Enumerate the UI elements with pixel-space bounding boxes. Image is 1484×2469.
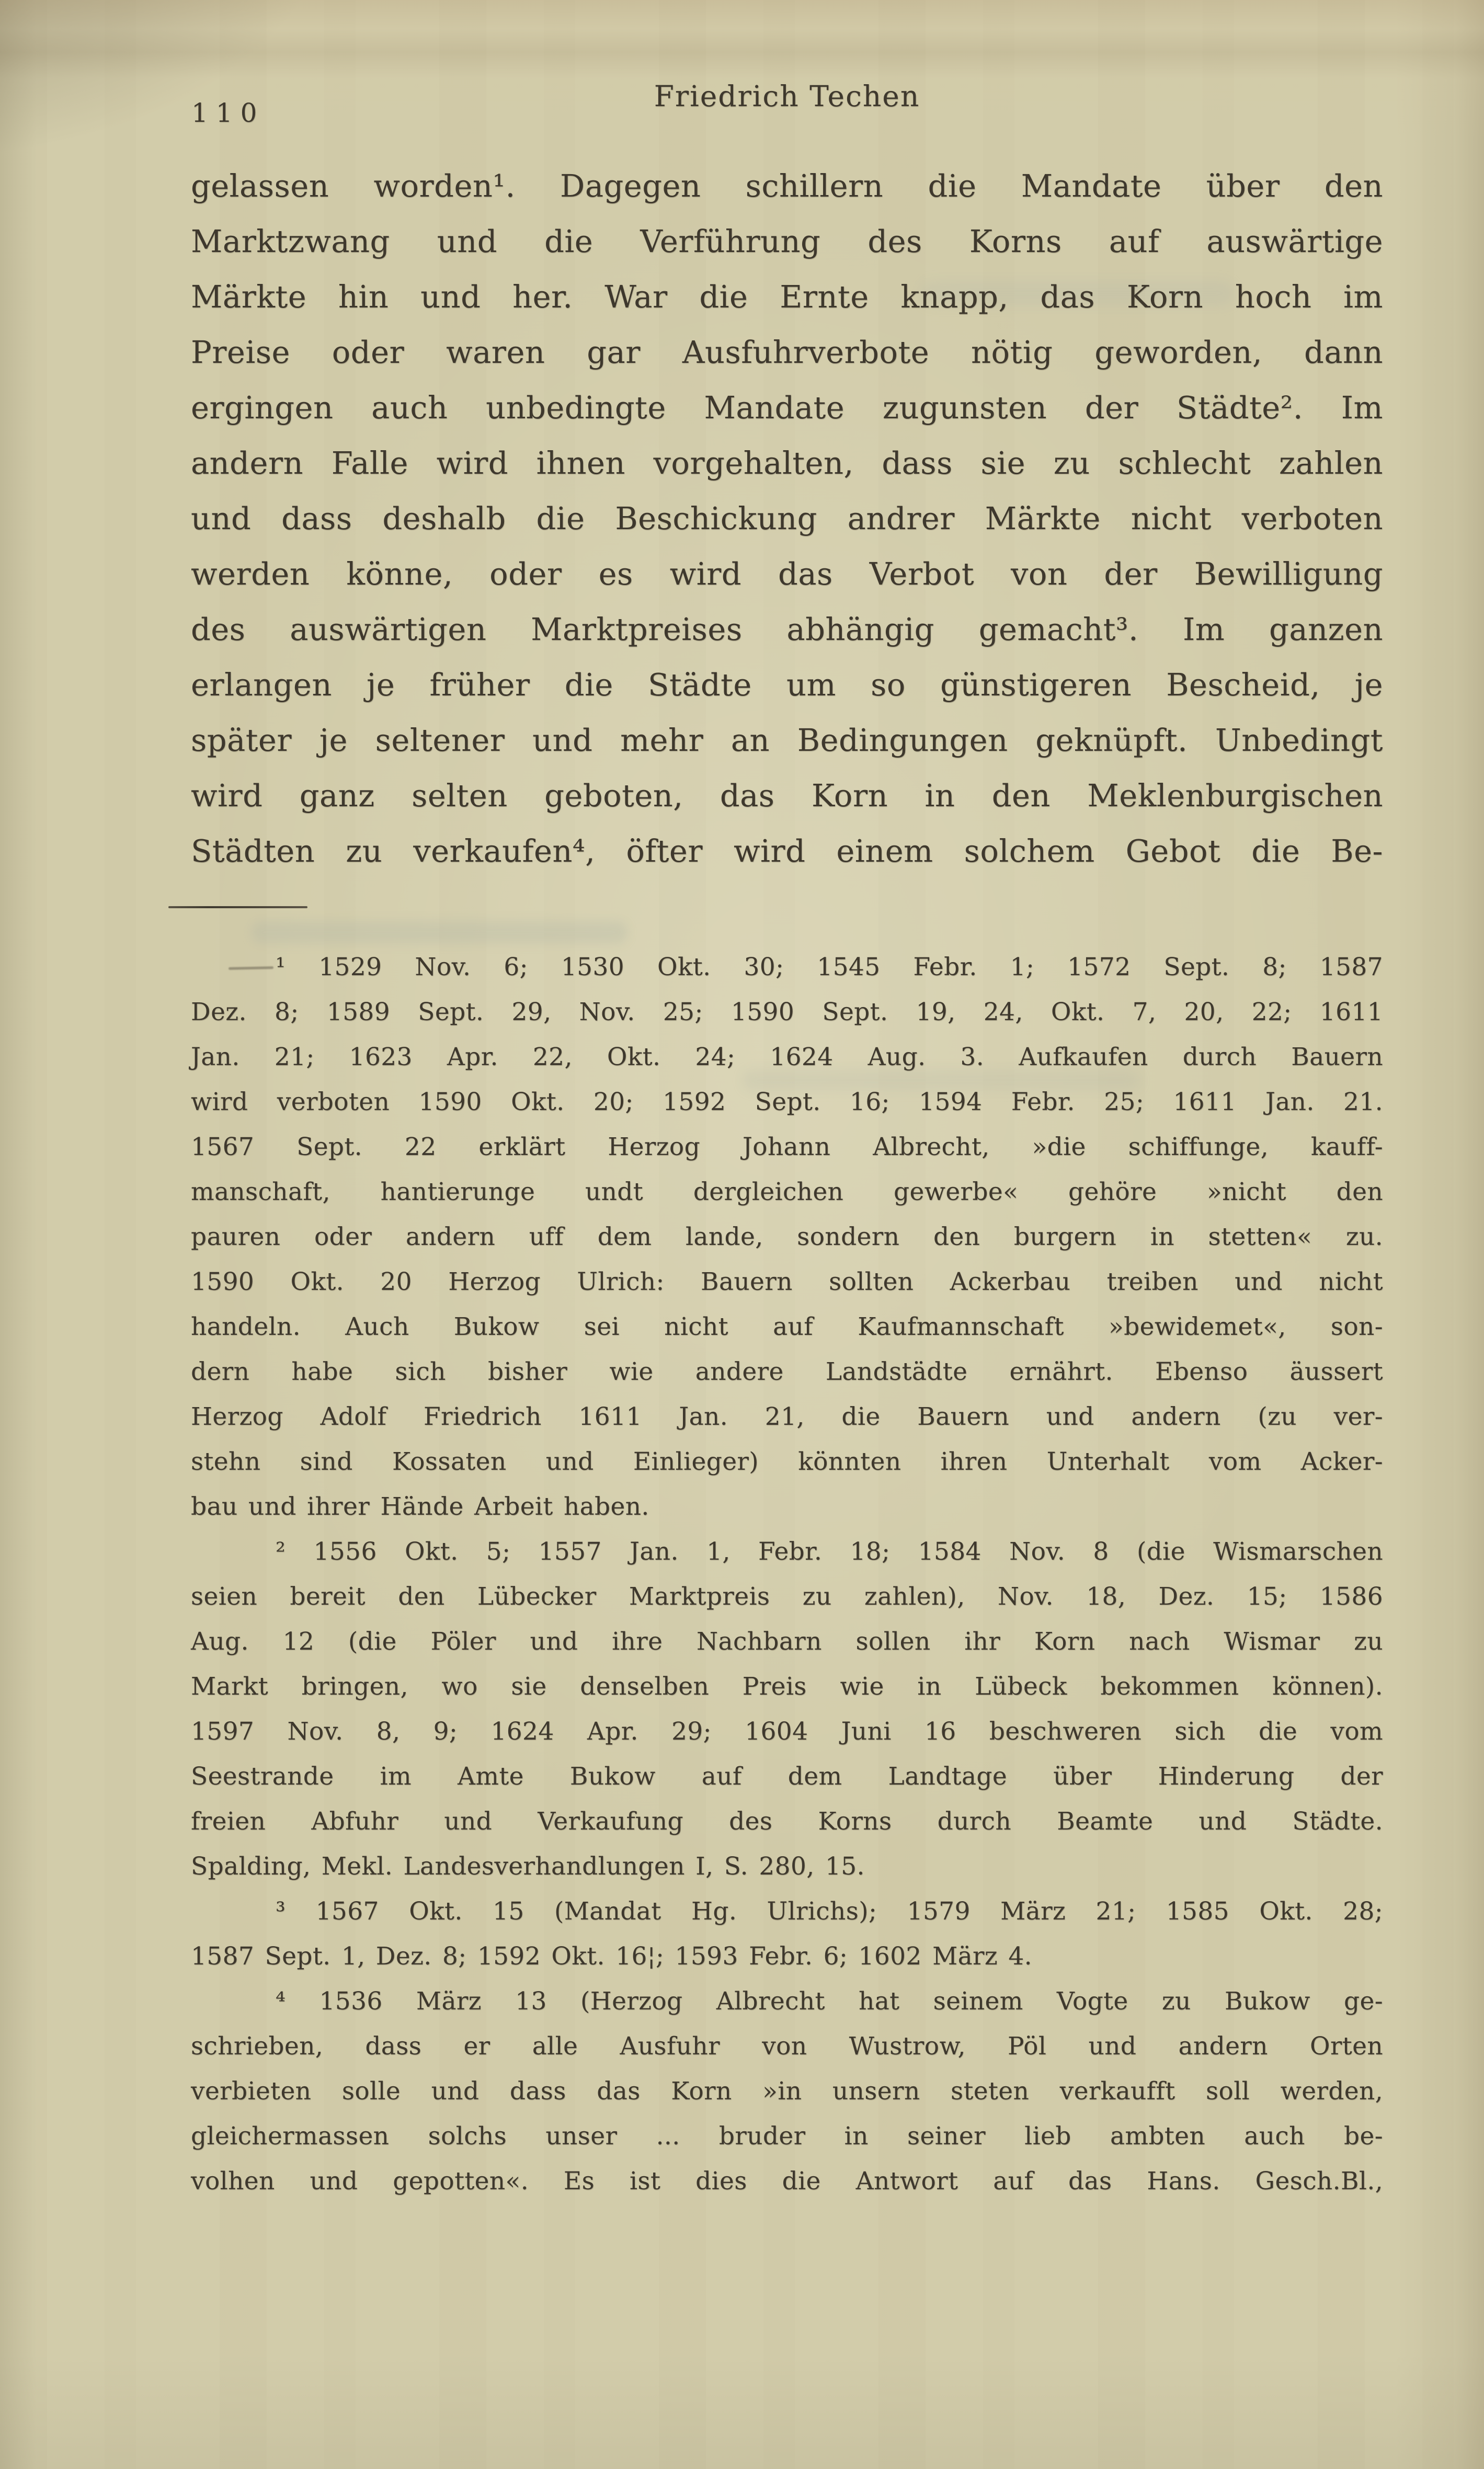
footnote-line: seien bereit den Lübecker Marktpreis zu zahlen), Nov. 18, Dez. 15; 1586 — [191, 1582, 1383, 1611]
footnote-line: wird verboten 1590 Okt. 20; 1592 Sept. 16; 1594 Febr. 25; 1611 Jan. 21. — [191, 1088, 1383, 1116]
footnote-line: pauren oder andern uff dem lande, sondern den burgern in stetten« zu. — [191, 1222, 1383, 1251]
text-line: erlangen je früher die Städte um so günstigeren Bescheid, je — [191, 667, 1383, 703]
text-line: gelassen worden¹. Dagegen schillern die Mandate über den — [191, 168, 1383, 204]
footnote-line: Aug. 12 (die Pöler und ihre Nachbarn sollen ihr Korn nach Wismar zu — [191, 1627, 1383, 1656]
text-line: andern Falle wird ihnen vorgehalten, dass sie zu schlecht zahlen — [191, 445, 1383, 481]
footnote-line: manschaft, hantierunge undt dergleichen gewerbe« gehöre »nicht den — [191, 1178, 1383, 1206]
footnote-line: Jan. 21; 1623 Apr. 22, Okt. 24; 1624 Aug. 3. Aufkaufen durch Bauern — [191, 1043, 1383, 1071]
footnote-line: 1590 Okt. 20 Herzog Ulrich: Bauern sollten Ackerbau treiben und nicht — [191, 1267, 1383, 1296]
footnote-1 — [191, 945, 1383, 1529]
text-line: des auswärtigen Marktpreises abhängig gemacht³. Im ganzen — [191, 611, 1383, 647]
footnote-line: gleichermassen solchs unser ... bruder in seiner lieb ambten auch be- — [191, 2122, 1383, 2151]
text-line: werden könne, oder es wird das Verbot von der Bewilligung — [191, 556, 1383, 592]
footnote-line: ² 1556 Okt. 5; 1557 Jan. 1, Febr. 18; 1584 Nov. 8 (die Wismarschen — [276, 1537, 1383, 1566]
footnote-line: verbieten solle und dass das Korn »in unsern steten verkaufft soll werden, — [191, 2077, 1383, 2106]
footnote-line: Herzog Adolf Friedrich 1611 Jan. 21, die Bauern und andern (zu ver- — [191, 1402, 1383, 1431]
page-number: 110 — [191, 98, 265, 128]
text-line: Marktzwang und die Verführung des Korns auf auswärtige — [191, 223, 1383, 259]
footnote-2 — [191, 1529, 1383, 1889]
footnote-line: bau und ihrer Hände Arbeit haben. — [191, 1492, 649, 1521]
footnote-line: volhen und gepotten«. Es ist dies die Antwort auf das Hans. Gesch.Bl., — [191, 2167, 1383, 2196]
bleedthrough-smudge — [251, 921, 627, 943]
footnote-3 — [191, 1889, 1383, 1979]
body-text — [191, 158, 1383, 879]
footnotes-block — [191, 945, 1383, 2204]
footnote-line: Spalding, Mekl. Landesverhandlungen I, S. 280, 15. — [191, 1852, 865, 1881]
footnote-line: freien Abfuhr und Verkaufung des Korns durch Beamte und Städte. — [191, 1807, 1383, 1836]
footnote-4 — [191, 1979, 1383, 2204]
text-line: Städten zu verkaufen⁴, öfter wird einem solchem Gebot die Be- — [191, 833, 1383, 869]
text-line: wird ganz selten geboten, das Korn in den Meklenburgischen — [191, 778, 1383, 814]
text-line: Preise oder waren gar Ausfuhrverbote nötig geworden, dann — [191, 334, 1383, 370]
running-title: Friedrich Techen — [654, 79, 920, 113]
text-line: und dass deshalb die Beschickung andrer Märkte nicht verboten — [191, 500, 1383, 536]
text-line: ergingen auch unbedingte Mandate zugunsten der Städte². Im — [191, 390, 1383, 426]
footnote-line: 1567 Sept. 22 erklärt Herzog Johann Albrecht, »die schiffunge, kauff- — [191, 1133, 1383, 1161]
footnote-line: ⁴ 1536 März 13 (Herzog Albrecht hat seinem Vogte zu Bukow ge- — [276, 1987, 1383, 2016]
text-line: später je seltener und mehr an Bedingungen geknüpft. Unbedingt — [191, 722, 1383, 758]
footnote-line: Markt bringen, wo sie denselben Preis wie in Lübeck bekommen können). — [191, 1672, 1383, 1701]
footnote-line: 1587 Sept. 1, Dez. 8; 1592 Okt. 16¦; 1593 Febr. 6; 1602 März 4. — [191, 1942, 1033, 1971]
footnote-line: schrieben, dass er alle Ausfuhr von Wustrow, Pöl und andern Orten — [191, 2032, 1383, 2061]
footnote-line: ³ 1567 Okt. 15 (Mandat Hg. Ulrichs); 1579 März 21; 1585 Okt. 28; — [276, 1897, 1383, 1926]
footnote-line: Dez. 8; 1589 Sept. 29, Nov. 25; 1590 Sept. 19, 24, Okt. 7, 20, 22; 1611 — [191, 998, 1383, 1026]
footnote-separator-rule — [168, 906, 307, 908]
footnote-line: handeln. Auch Bukow sei nicht auf Kaufmannschaft »bewidemet«, son- — [191, 1312, 1383, 1341]
footnote-line: dern habe sich bisher wie andere Landstädte ernährt. Ebenso äussert — [191, 1357, 1383, 1386]
footnote-line: ¹ 1529 Nov. 6; 1530 Okt. 30; 1545 Febr. 1; 1572 Sept. 8; 1587 — [276, 953, 1383, 981]
footnote-line: stehn sind Kossaten und Einlieger) könnten ihren Unterhalt vom Acker- — [191, 1447, 1383, 1476]
footnote-line: Seestrande im Amte Bukow auf dem Landtage über Hinderung der — [191, 1762, 1383, 1791]
footnote-line: 1597 Nov. 8, 9; 1624 Apr. 29; 1604 Juni 16 beschweren sich die vom — [191, 1717, 1383, 1746]
text-line: Märkte hin und her. War die Ernte knapp, das Korn hoch im — [191, 279, 1383, 315]
